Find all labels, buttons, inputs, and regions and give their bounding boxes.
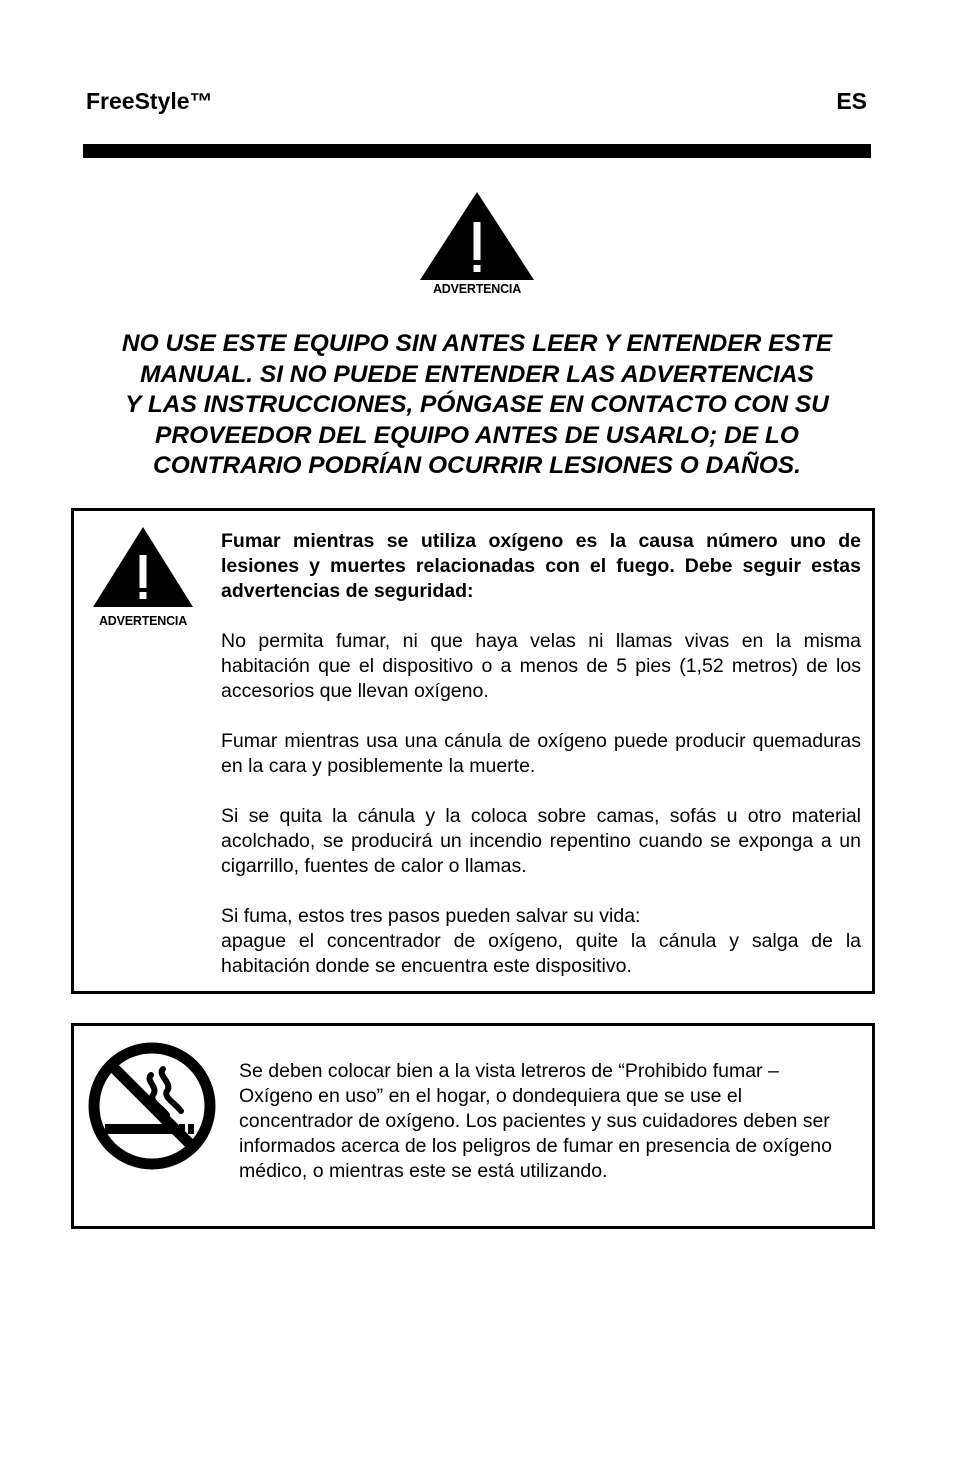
warning-paragraph: No permita fumar, ni que haya velas ni llamas vivas en la misma habitación que el dispositivo o a menos de 5 pies (1,52 metros) de los accesorios que llevan oxígeno. [221, 630, 861, 702]
language-code: ES [836, 88, 867, 114]
steps-text: apague el concentrador de oxígeno, quite la cánula y salga de la habitación donde se encuentra este dispositivo. [221, 930, 861, 977]
product-name: FreeStyle™ [86, 88, 213, 114]
warning-paragraph: Fumar mientras usa una cánula de oxígeno puede producir quemaduras en la cara y posiblemente la muerte. [221, 730, 861, 777]
steps-intro: Si fuma, estos tres pasos pueden salvar su vida: [221, 905, 641, 927]
headline-line: PROVEEDOR DEL EQUIPO ANTES DE USARLO; DE LO [155, 421, 799, 449]
warning-label: ADVERTENCIA [432, 282, 522, 296]
smoking-warning-box [71, 508, 875, 994]
warning-paragraph: Si se quita la cánula y la coloca sobre camas, sofás u otro material acolchado, se producirá un incendio repentino cuando se exponga a un cigarrillo, fuentes de calor o llamas. [221, 805, 861, 877]
warning-paragraph [221, 904, 861, 979]
warning-triangle-icon [90, 527, 196, 607]
headline-line: NO USE ESTE EQUIPO SIN ANTES LEER Y ENTENDER ESTE [121, 330, 833, 357]
no-smoking-notice-box [71, 1023, 875, 1229]
main-warning-text [84, 329, 870, 482]
box-warning-symbol [90, 527, 196, 628]
headline-line: MANUAL. SI NO PUEDE ENTENDER LAS ADVERTENCIAS [140, 360, 814, 388]
no-smoking-icon [87, 1041, 217, 1171]
warning-label: ADVERTENCIA [98, 614, 188, 628]
warning-intro: Fumar mientras se utiliza oxígeno es la causa número uno de lesiones y muertes relacionadas con el fuego. Debe seguir estas advertencias de seguridad: [221, 530, 861, 602]
warning-triangle-icon [418, 192, 536, 280]
top-warning-symbol [418, 192, 536, 302]
no-smoking-notice-text: Se deben colocar bien a la vista letreros de “Prohibido fumar – Oxígeno en uso” en el hogar, o dondequiera que se use el concentrador de oxígeno. Los pacientes y sus cuidadores deben ser informados acerca de los peligros de fumar en presencia de oxígeno médico, o mientras este se está utilizando. [239, 1060, 832, 1182]
headline-line: CONTRARIO PODRÍAN OCURRIR LESIONES O DAÑOS. [153, 452, 801, 479]
header-rule [83, 144, 871, 158]
smoking-warning-text [221, 529, 861, 979]
headline-line: Y LAS INSTRUCCIONES, PÓNGASE EN CONTACTO CON SU [125, 391, 829, 418]
